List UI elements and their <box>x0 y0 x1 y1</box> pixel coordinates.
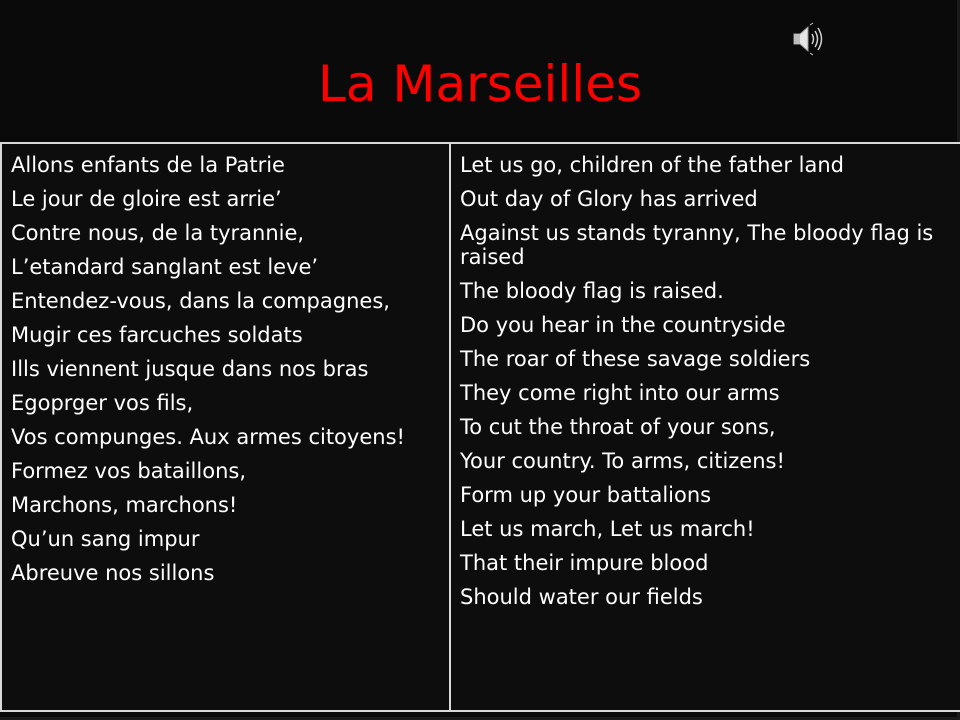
english-verse-line: Your country. To arms, citizens! <box>460 449 785 473</box>
speaker-sound-icon-graphic <box>790 22 828 56</box>
english-verse-line: Should water our fields <box>460 585 703 609</box>
french-verse-line: Qu’un sang impur <box>11 527 200 551</box>
english-verse-line: The roar of these savage soldiers <box>460 347 811 371</box>
french-verse-line: Egoprger vos fils, <box>11 391 194 415</box>
french-verse-line: L’etandard sanglant est leve’ <box>11 255 319 279</box>
lyrics-table <box>0 142 960 712</box>
french-lyrics-list <box>11 153 441 585</box>
english-lyrics-cell <box>450 143 960 711</box>
english-verse-line: The bloody flag is raised. <box>460 279 724 303</box>
english-verse-line: Out day of Glory has arrived <box>460 187 758 211</box>
french-verse-line: Le jour de gloire est arrie’ <box>11 187 282 211</box>
english-verse-line: They come right into our arms <box>460 381 780 405</box>
french-verse-line: Entendez-vous, dans la compagnes, <box>11 289 390 313</box>
english-verse-line: Form up your battalions <box>460 483 712 507</box>
slide-title: La Marseilles <box>317 55 643 113</box>
french-lyrics-cell <box>1 143 450 711</box>
french-verse-line: Contre nous, de la tyrannie, <box>11 221 305 245</box>
french-verse-line: Ills viennent jusque dans nos bras <box>11 357 369 381</box>
french-verse-line: Vos compunges. Aux armes citoyens! <box>11 425 405 449</box>
french-verse-line: Allons enfants de la Patrie <box>11 153 285 177</box>
english-verse-line: That their impure blood <box>460 551 709 575</box>
speaker-sound-icon[interactable] <box>790 22 828 56</box>
english-lyrics-list <box>460 153 960 609</box>
english-verse-line: Do you hear in the countryside <box>460 313 786 337</box>
french-verse-line: Formez vos bataillons, <box>11 459 246 483</box>
english-verse-line: Let us go, children of the father land <box>460 153 844 177</box>
english-verse-line: Against us stands tyranny, The bloody flag is raised <box>460 221 934 269</box>
english-verse-line: Let us march, Let us march! <box>460 517 755 541</box>
french-verse-line: Abreuve nos sillons <box>11 561 215 585</box>
french-verse-line: Marchons, marchons! <box>11 493 238 517</box>
english-verse-line: To cut the throat of your sons, <box>460 415 776 439</box>
lyrics-row <box>1 143 960 711</box>
french-verse-line: Mugir ces farcuches soldats <box>11 323 303 347</box>
